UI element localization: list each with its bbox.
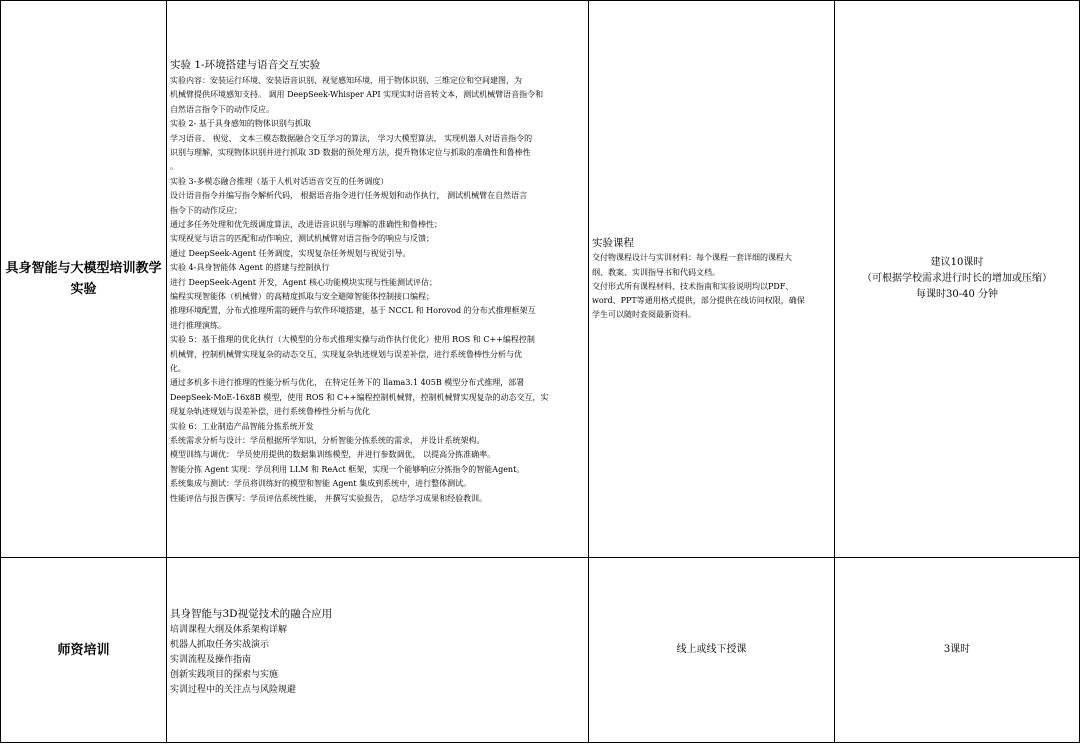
row1-delivery-lines [592, 251, 831, 322]
detail-line: 设计语音指令并编写指令解析代码， 根据语音指令进行任务规划和动作执行， 测试机械臂在自然语言 [170, 191, 528, 201]
detail-line: 编程实现智能体（机械臂）的高精度抓取与安全避障智能体控制接口编程； [170, 292, 434, 301]
detail-line: 机械臂提供环境感知支持。 调用 DeepSeek-Whisper API 实现实时语音转文本，测试机械臂语音指令和 [170, 90, 544, 100]
row2-details-lines [170, 623, 584, 698]
delivery-line: word、PPT等通用格式提供，部分提供在线访问权限，确保 [592, 296, 805, 306]
detail-line: 实验 3-多模态融合推理（基于人机对话语音交互的任务调度） [170, 176, 389, 186]
detail-line: 实验 6：工业制造产品智能分拣系统开发 [170, 421, 314, 431]
detail-line: 培训课程大纲及体系架构详解 [170, 624, 288, 635]
row2-details-cell [166, 557, 589, 743]
delivery-line: 纲、教案、实训指导书和代码文档。 [592, 267, 720, 277]
row2-hours-cell [834, 557, 1080, 743]
row1-delivery-heading: 实验课程 [592, 237, 634, 250]
detail-line: 实验 2- 基于具身感知的物体识别与抓取 [170, 119, 311, 129]
hours-line: （可根据学校需求进行时长的增加或压缩） [862, 273, 1052, 284]
row1-details-heading: 实验 1-环境搭建与语音交互实验 [170, 58, 321, 71]
row1-delivery-cell [588, 0, 835, 558]
detail-line: 通过 DeepSeek-Agent 任务调度，实现复杂任务规划与视觉引导。 [170, 248, 411, 258]
detail-line: 性能评估与报告撰写：学员评估系统性能， 并撰写实验报告， 总结学习成果和经验教训。 [170, 493, 488, 503]
detail-line: 通过多任务处理和优先级调度算法，改进语音识别与理解的准确性和鲁棒性； [170, 219, 442, 229]
row1-category: 具身智能与大模型培训教学实验 [5, 261, 162, 297]
detail-line: 系统集成与测试：学员将训练好的模型和智能 Agent 集成到系统中，进行整体测试。 [170, 479, 472, 489]
row1-details-cell [166, 0, 589, 558]
hours-line: 建议10课时 [930, 257, 984, 268]
detail-line: 现复杂轨迹规划与误差补偿，进行系统鲁棒性分析与优化 [170, 407, 370, 417]
row2-delivery-cell [588, 557, 835, 743]
detail-line: 机械臂，控制机械臂实现复杂的动态交互，实现复杂轨迹规划与误差补偿，进行系统鲁棒性分析与优 [170, 349, 522, 359]
detail-line: 实训过程中的关注点与风险规避 [170, 684, 297, 695]
detail-line: 系统需求分析与设计：学员根据所学知识，分析智能分拣系统的需求， 并设计系统架构。 [170, 436, 485, 446]
detail-line: 实验 5：基于推理的优化执行（大模型的分布式推理实操与动作执行优化）使用 ROS 和 C++编程控制 [170, 335, 535, 345]
detail-line: 识别与理解，实现物体识别并进行抓取 3D 数据的预处理方法，提升物体定位与抓取的准确性和鲁棒性 [170, 147, 531, 157]
detail-line: 指令下的动作反应； [170, 205, 242, 215]
delivery-line: 交付物课程设计与实训材料：每个课程一套详细的课程大 [592, 253, 792, 263]
detail-line: 。 [170, 162, 178, 172]
detail-line: DeepSeek-MoE-16x8B 模型，使用 ROS 和 C++编程控制机械臂，控制机械臂实现复杂的动态交互，实 [170, 392, 549, 402]
row2-delivery: 线上或线下授课 [676, 644, 747, 655]
hours-line: 每课时30-40 分钟 [915, 289, 998, 300]
detail-line: 化。 [170, 364, 186, 374]
detail-line: 智能分拣 Agent 实现：学员利用 LLM 和 ReAct 框架，实现一个能够响应分拣指令的智能Agent。 [170, 464, 525, 474]
detail-line: 学习语音、 视觉、 文本三模态数据融合交互学习的算法， 学习大模型算法， 实现机器人对语音指令的 [170, 133, 533, 143]
detail-line: 模型训练与调优： 学员使用提供的数据集训练模型，并进行参数调优， 以提高分拣准确率。 [170, 450, 496, 460]
row2-hours: 3课时 [943, 644, 971, 655]
row2-category: 师资培训 [57, 642, 110, 658]
row1-category-cell [0, 0, 167, 558]
row1-hours-cell [834, 0, 1080, 558]
detail-line: 进行 DeepSeek-Agent 开发，Agent 核心功能模块实现与性能测试评估； [170, 277, 437, 287]
detail-line: 创新实践项目的探索与实施 [170, 669, 279, 680]
detail-line: 推理环境配置，分布式推理所需的硬件与软件环境搭建，基于 NCCL 和 Horovod 的分布式推理框架互 [170, 306, 536, 316]
row2-details-heading: 具身智能与3D视觉技术的融合应用 [170, 607, 333, 620]
delivery-line: 学生可以随时查阅最新资料。 [592, 310, 696, 320]
detail-line: 进行推理演练。 [170, 320, 226, 330]
detail-line: 机器人抓取任务实战演示 [170, 639, 270, 650]
detail-line: 自然语言指令下的动作反应。 [170, 104, 274, 114]
detail-line: 通过多机多卡进行推理的性能分析与优化， 在特定任务下的 llama3.1 405B 模型分布式推理，部署 [170, 378, 525, 388]
row1-details-lines [170, 74, 584, 506]
detail-line: 实现视觉与语言的匹配和动作响应，测试机械臂对语言指令的响应与反馈； [170, 234, 434, 244]
detail-line: 实训流程及操作指南 [170, 654, 252, 665]
detail-line: 实验内容：安装运行环境、安装语音识别、视觉感知环境，用于物体识别、三维定位和空间建图，为 [170, 75, 522, 85]
detail-line: 实验 4-具身智能体 Agent 的搭建与控制执行 [170, 263, 330, 273]
delivery-line: 交付形式所有课程材料、技术指南和实验说明均以PDF、 [592, 281, 794, 291]
row1-hours-lines [862, 255, 1052, 303]
row2-category-cell [0, 557, 167, 743]
